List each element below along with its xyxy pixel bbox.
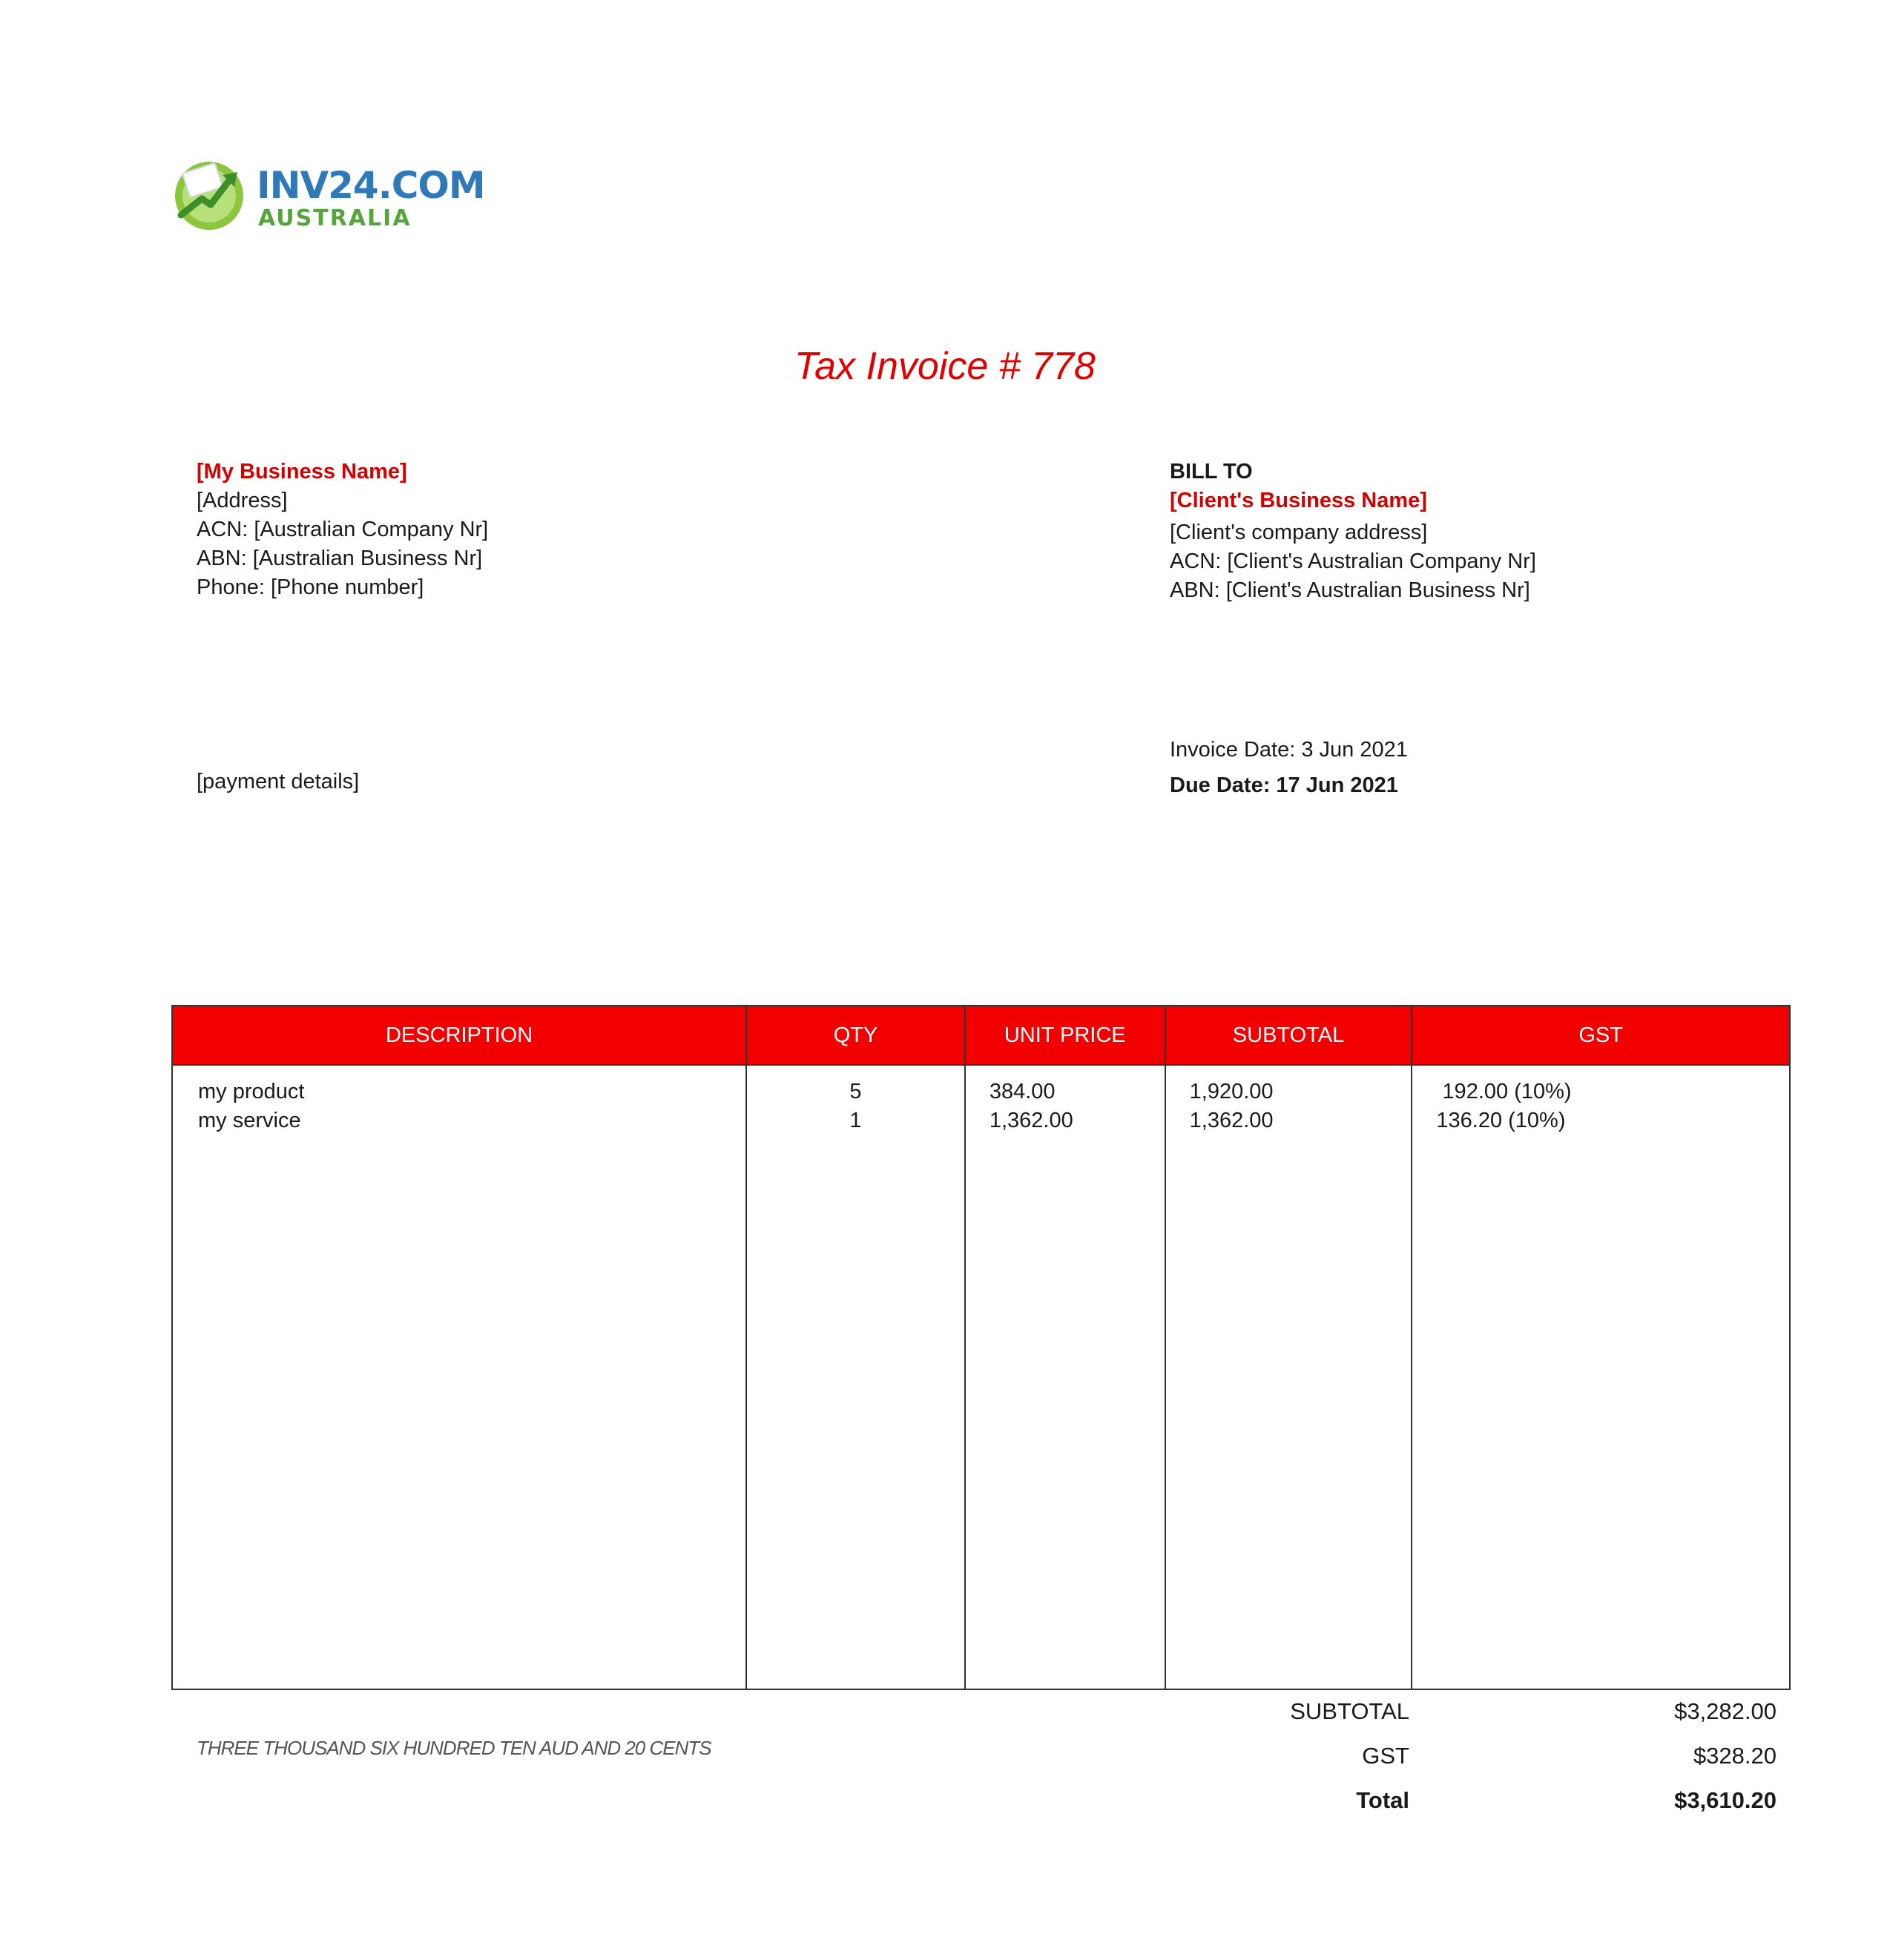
table-cell: my service	[198, 1109, 301, 1132]
qty-column	[746, 1065, 965, 1689]
subtotal-column	[1165, 1065, 1412, 1689]
amount-in-words: THREE THOUSAND SIX HUNDRED TEN AUD AND 20 CENTS	[197, 1737, 711, 1759]
gst-column	[1412, 1065, 1790, 1689]
column-header-subtotal: SUBTOTAL	[1165, 1006, 1412, 1065]
line-items-table	[171, 1005, 1791, 1690]
table-cell: 5	[849, 1080, 862, 1103]
invoice-date: Invoice Date: 3 Jun 2021	[1170, 738, 1408, 762]
table-cell: 1,920.00	[1189, 1080, 1274, 1103]
gst-label: GST	[1362, 1743, 1409, 1769]
description-column	[172, 1065, 746, 1689]
column-header-description: DESCRIPTION	[172, 1006, 746, 1065]
seller-abn: ABN: [Australian Business Nr]	[197, 547, 483, 570]
subtotal-label: SUBTOTAL	[1290, 1698, 1409, 1724]
logo-text: INV24.COM	[257, 164, 485, 207]
client-abn: ABN: [Client's Australian Business Nr]	[1170, 578, 1530, 602]
table-cell: 1,362.00	[989, 1109, 1073, 1132]
table-cell: 192.00 (10%)	[1436, 1080, 1572, 1103]
total-label: Total	[1356, 1787, 1409, 1813]
unit-price-column	[965, 1065, 1165, 1689]
table-cell: my product	[198, 1080, 305, 1103]
table-body	[172, 1065, 1790, 1689]
table-cell: 384.00	[989, 1080, 1056, 1103]
bill-to-block	[1170, 458, 1536, 605]
column-header-gst: GST	[1412, 1006, 1790, 1065]
seller-phone: Phone: [Phone number]	[197, 575, 424, 599]
company-logo	[172, 157, 485, 237]
table-cell: 136.20 (10%)	[1436, 1109, 1566, 1132]
seller-acn: ACN: [Australian Company Nr]	[197, 518, 489, 541]
client-name: [Client's Business Name]	[1170, 489, 1427, 512]
invoice-arrow-logo-icon	[172, 157, 246, 231]
due-date: Due Date: 17 Jun 2021	[1170, 773, 1398, 797]
table-cell: 1	[849, 1109, 862, 1132]
table-cell: 1,362.00	[1189, 1109, 1274, 1132]
invoice-title: Tax Invoice # 778	[794, 345, 1096, 388]
column-header-unit-price: UNIT PRICE	[965, 1006, 1165, 1065]
subtotal-value: $3,282.00	[1674, 1698, 1777, 1724]
seller-name: [My Business Name]	[197, 460, 407, 484]
seller-address: [Address]	[197, 489, 288, 512]
logo-subtext: AUSTRALIA	[258, 205, 412, 231]
seller-block	[197, 458, 488, 602]
client-address: [Client's company address]	[1170, 521, 1428, 544]
column-header-qty: QTY	[746, 1006, 965, 1065]
dates-block	[1170, 732, 1408, 803]
gst-value: $328.20	[1693, 1743, 1777, 1769]
bill-to-heading: BILL TO	[1170, 460, 1253, 484]
client-acn: ACN: [Client's Australian Company Nr]	[1170, 550, 1536, 573]
payment-details: [payment details]	[197, 770, 360, 793]
total-value: $3,610.20	[1674, 1787, 1777, 1813]
table-header-row	[172, 1006, 1790, 1065]
